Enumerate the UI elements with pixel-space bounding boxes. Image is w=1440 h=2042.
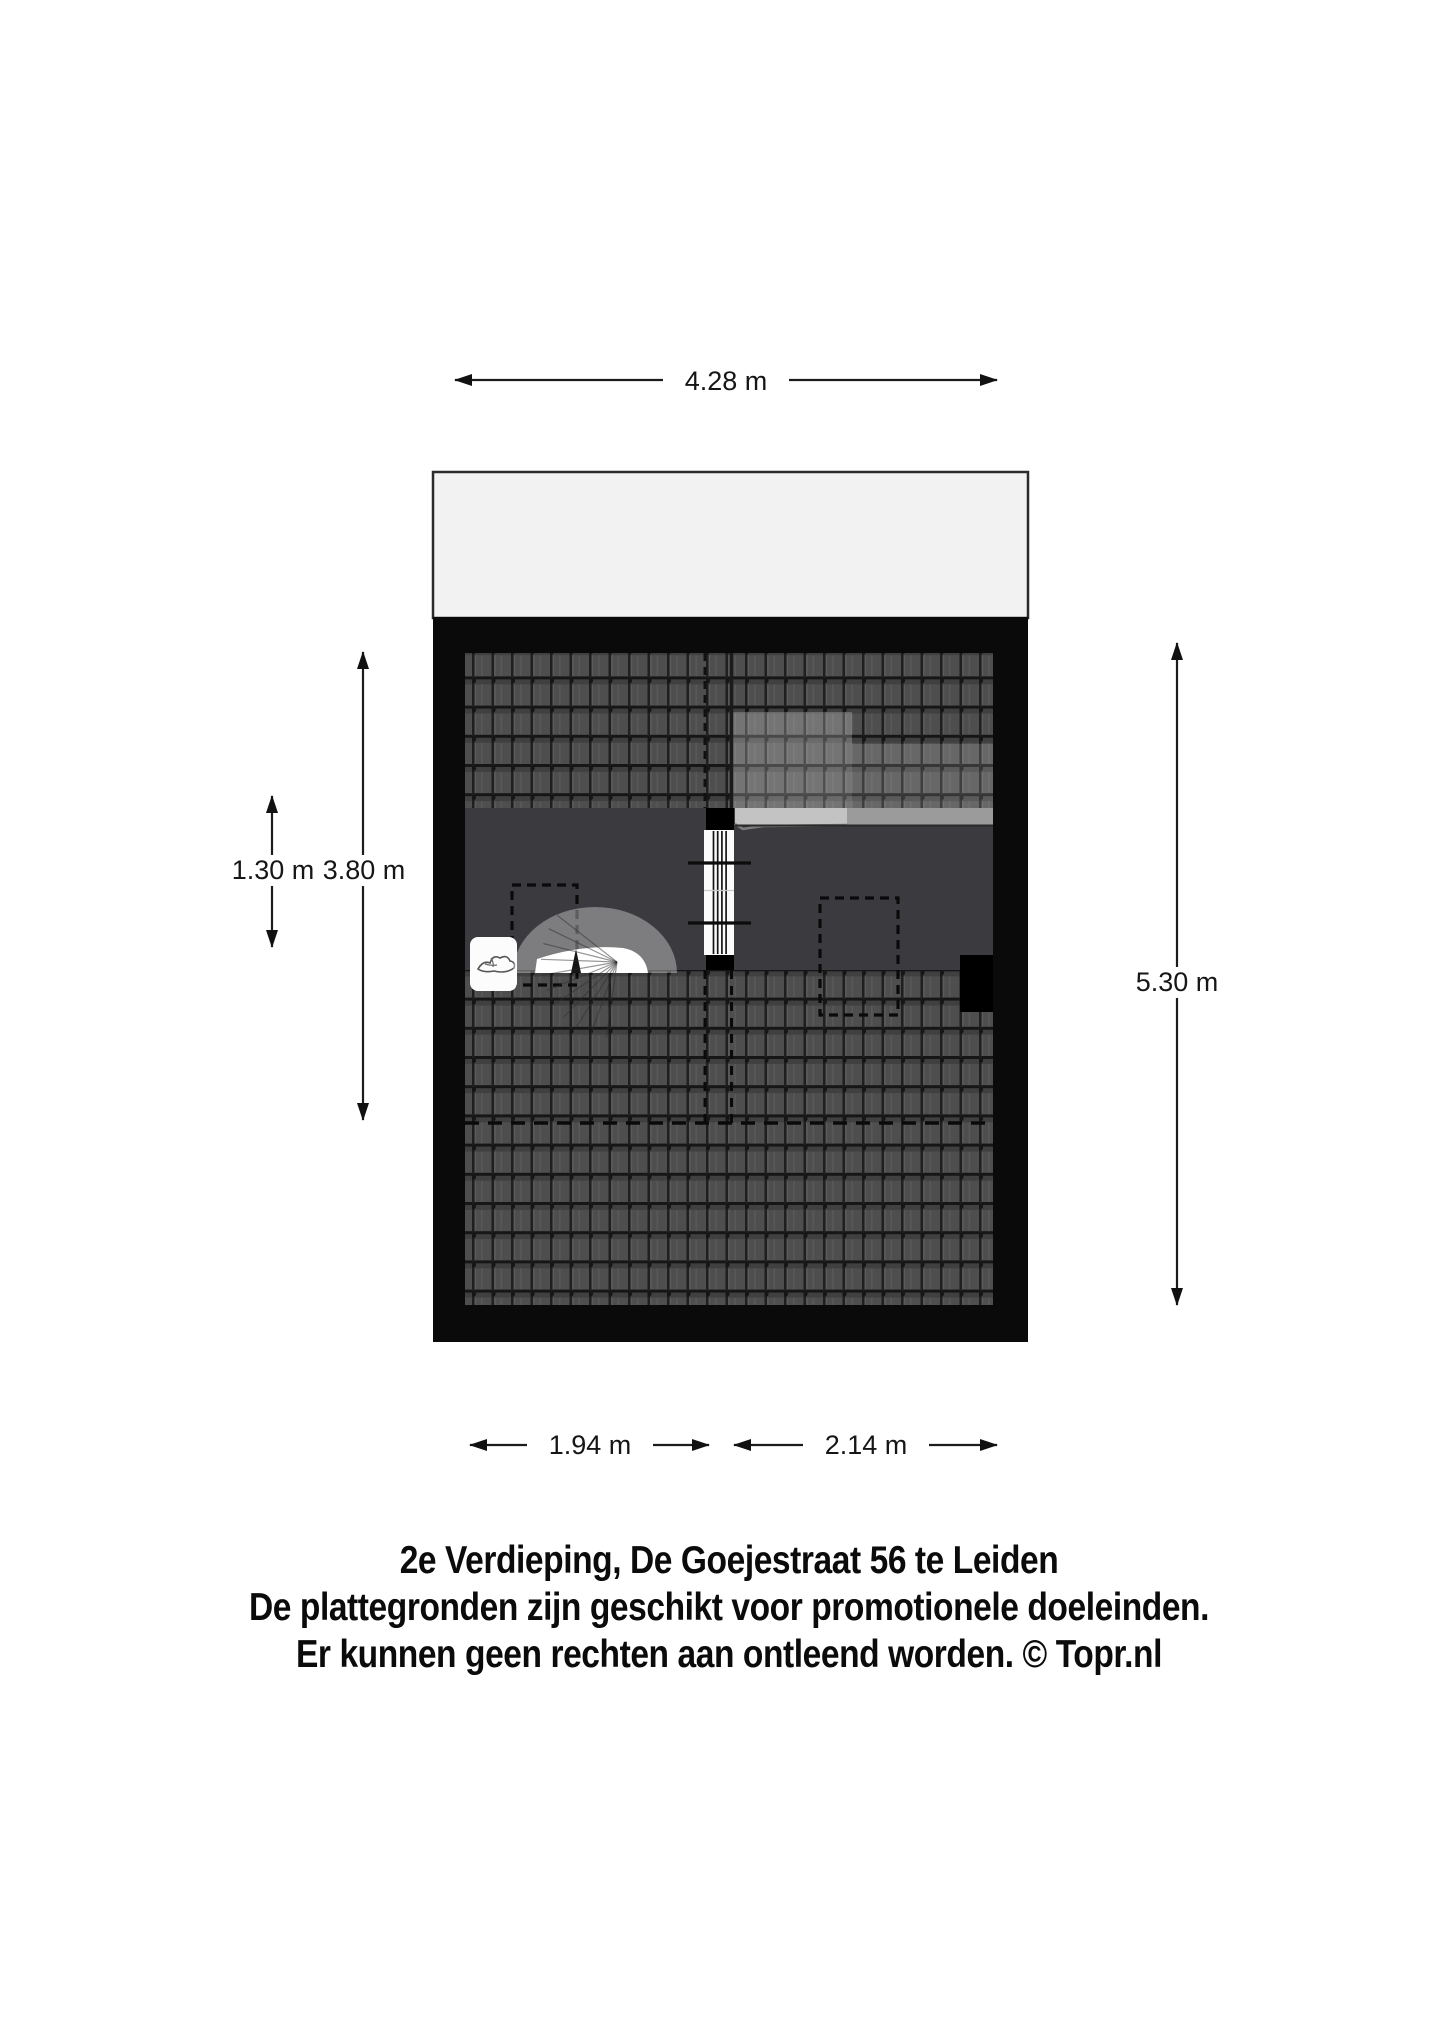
dimension-label-bottom-right: 2.14 m [824, 1430, 908, 1460]
caption-line-3: Er kunnen geen rechten aan ontleend worden. © Topr.nl [295, 1633, 1162, 1676]
skylight-glow-right [852, 744, 993, 808]
dimension-label-right: 5.30 m [1135, 967, 1219, 997]
stair-post-bottom [706, 955, 734, 970]
dimension-right [1132, 643, 1222, 1305]
dimension-top [455, 362, 997, 396]
skylight-glow-left [733, 712, 852, 808]
dimension-left-outer [320, 652, 408, 1120]
chimney-block [960, 955, 993, 1012]
dimension-label-bottom-left: 1.94 m [548, 1430, 632, 1460]
dimension-label-left-inner: 1.30 m [231, 855, 315, 885]
cabinet [470, 937, 517, 991]
caption [110, 1537, 1348, 1678]
stair-post-top [706, 808, 734, 830]
dimension-bottom-left [470, 1428, 709, 1461]
caption-line-1: 2e Verdieping, De Goejestraat 56 te Leiden [399, 1539, 1059, 1582]
bed [735, 808, 993, 829]
caption-line-2: De plattegronden zijn geschikt voor promotionele doeleinden. [248, 1586, 1210, 1629]
front-facade-band [433, 472, 1028, 618]
floor-plan [433, 472, 1028, 1342]
dimension-bottom-right [734, 1428, 997, 1461]
roof-tiles-bottom [465, 970, 993, 1305]
bed-pillow-section [735, 808, 847, 826]
bed-blanket-section [847, 808, 993, 825]
dimension-left-inner [228, 796, 318, 947]
dimension-label-left-outer: 3.80 m [322, 855, 406, 885]
dimension-label-top: 4.28 m [684, 366, 768, 396]
stair-shaft [704, 830, 734, 955]
